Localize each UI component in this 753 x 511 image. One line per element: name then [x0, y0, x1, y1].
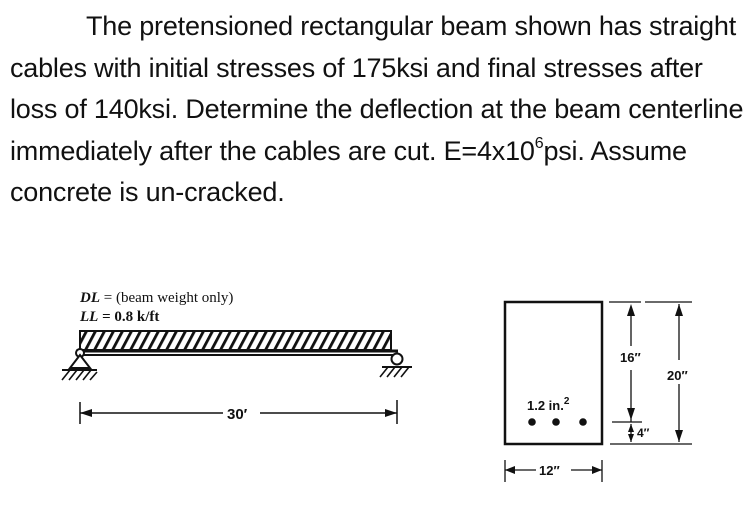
- area-label: 1.2 in.$^2$: [527, 396, 570, 413]
- dim-4-label: 4″: [637, 426, 650, 440]
- problem-text-part2: psi. Assume concrete is un-cracked.: [10, 135, 687, 207]
- dimension-16: [609, 302, 642, 422]
- dimension-12: [505, 460, 602, 482]
- width-label: 12″: [539, 463, 560, 478]
- tendon: [552, 418, 560, 426]
- distributed-load: [80, 331, 391, 350]
- dl-label: DL = (beam weight only): [80, 290, 234, 306]
- cross-section: [505, 302, 692, 482]
- tendon: [579, 418, 587, 426]
- tendon: [528, 418, 536, 426]
- load-labels: [79, 290, 233, 325]
- pin-support: [62, 349, 97, 380]
- span-label: 30′: [227, 406, 248, 423]
- dimension-20: [610, 302, 692, 444]
- dimension-4: [628, 424, 650, 442]
- span-dimension: [80, 400, 397, 424]
- exponent: 6: [534, 134, 544, 152]
- beam: [76, 331, 398, 355]
- dim-20-label: 20″: [667, 368, 688, 383]
- roller-support: [380, 354, 412, 378]
- dim-16-label: 16″: [620, 350, 641, 365]
- problem-text-part1: The pretensioned rectangular beam shown has straight cables with initial stresses of 175ksi and final stresses after loss of 140ksi. Determine the deflection at the beam centerline immediately after the cables are cut. E=4x10: [10, 11, 744, 166]
- ll-label: LL = 0.8 k/ft: [80, 309, 160, 325]
